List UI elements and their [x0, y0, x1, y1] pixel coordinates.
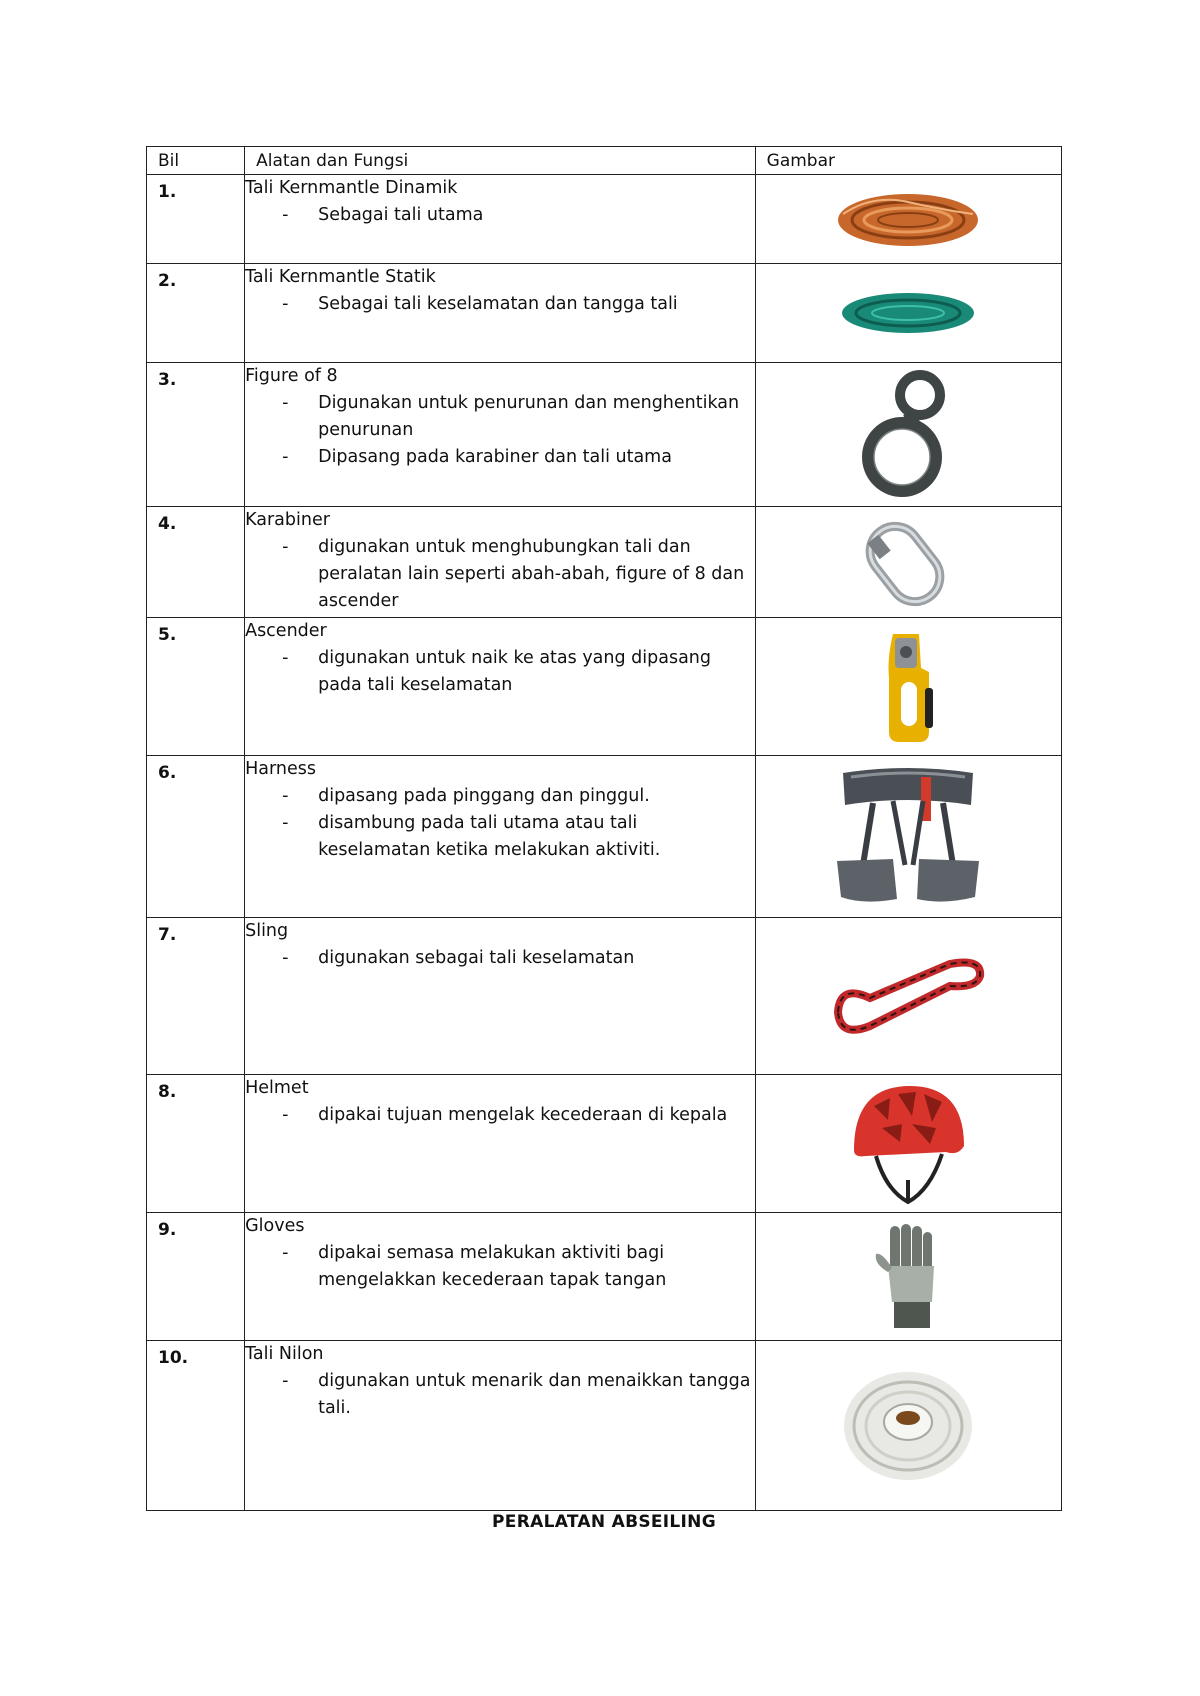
function-item: - digunakan untuk menarik dan menaikkan tangga tali. — [282, 1371, 751, 1418]
row-number: 10. — [158, 1348, 189, 1368]
equipment-name: Figure of 8 — [245, 366, 338, 386]
function-item: - Sebagai tali keselamatan dan tangga tali — [282, 294, 678, 314]
header-fungsi: Alatan dan Fungsi — [245, 147, 756, 175]
figure-of-8-icon — [858, 369, 958, 501]
table-row — [147, 1213, 1062, 1341]
harness-icon — [833, 765, 983, 909]
equipment-name: Tali Kernmantle Statik — [245, 267, 436, 287]
row-function-cell — [245, 264, 756, 363]
function-item: - Digunakan untuk penurunan dan menghentikan penurunan — [282, 393, 740, 440]
header-gambar: Gambar — [755, 147, 1061, 175]
row-function-cell — [245, 363, 756, 507]
row-number: 2. — [158, 271, 177, 291]
table-row — [147, 756, 1062, 918]
row-number: 5. — [158, 625, 177, 645]
row-image-cell — [755, 363, 1061, 507]
row-image-cell — [755, 1341, 1061, 1511]
helmet-icon — [846, 1080, 970, 1208]
equipment-name: Harness — [245, 759, 316, 779]
table-row — [147, 363, 1062, 507]
equipment-table — [146, 146, 1062, 1511]
function-item: - digunakan untuk menghubungkan tali dan peralatan lain seperti abah-abah, figure of 8 dan ascender — [282, 537, 745, 611]
function-item: - disambung pada tali utama atau tali keselamatan ketika melakukan aktiviti. — [282, 813, 661, 860]
row-function-cell — [245, 1213, 756, 1341]
equipment-name: Tali Nilon — [245, 1344, 324, 1364]
table-header-row — [147, 147, 1062, 175]
row-number: 9. — [158, 1220, 177, 1240]
carabiner-icon — [858, 515, 958, 609]
dynamic-rope-icon — [833, 184, 983, 254]
ascender-icon — [873, 628, 943, 746]
row-function-cell — [245, 1075, 756, 1213]
row-number: 1. — [158, 182, 177, 202]
table-row — [147, 175, 1062, 264]
row-function-cell — [245, 175, 756, 264]
function-item: - digunakan untuk naik ke atas yang dipasang pada tali keselamatan — [282, 648, 712, 695]
row-function-cell — [245, 618, 756, 756]
row-function-cell — [245, 507, 756, 618]
equipment-name: Ascender — [245, 621, 327, 641]
equipment-name: Gloves — [245, 1216, 305, 1236]
row-image-cell — [755, 756, 1061, 918]
row-image-cell — [755, 1075, 1061, 1213]
function-item: - dipasang pada pinggang dan pinggul. — [282, 786, 650, 806]
sling-icon — [830, 954, 986, 1038]
row-image-cell — [755, 264, 1061, 363]
row-number: 4. — [158, 514, 177, 534]
table-row — [147, 1341, 1062, 1511]
equipment-name: Karabiner — [245, 510, 330, 530]
nylon-rope-icon — [840, 1366, 976, 1486]
table-row — [147, 618, 1062, 756]
function-item: - dipakai tujuan mengelak kecederaan di kepala — [282, 1105, 728, 1125]
function-item: - Dipasang pada karabiner dan tali utama — [282, 447, 672, 467]
table-row — [147, 918, 1062, 1075]
row-number: 6. — [158, 763, 177, 783]
row-image-cell — [755, 618, 1061, 756]
row-number: 3. — [158, 370, 177, 390]
function-item: - Sebagai tali utama — [282, 205, 484, 225]
row-function-cell — [245, 756, 756, 918]
function-item: - digunakan sebagai tali keselamatan — [282, 948, 635, 968]
header-bil: Bil — [147, 147, 245, 175]
equipment-name: Helmet — [245, 1078, 309, 1098]
table-row — [147, 264, 1062, 363]
table-row — [147, 507, 1062, 618]
document-title: PERALATAN ABSEILING — [492, 1512, 716, 1532]
glove-icon — [872, 1222, 944, 1332]
static-rope-icon — [838, 287, 978, 339]
equipment-name: Tali Kernmantle Dinamik — [245, 178, 458, 198]
row-image-cell — [755, 175, 1061, 264]
row-image-cell — [755, 1213, 1061, 1341]
row-image-cell — [755, 918, 1061, 1075]
row-number: 8. — [158, 1082, 177, 1102]
row-image-cell — [755, 507, 1061, 618]
row-number: 7. — [158, 925, 177, 945]
function-item: - dipakai semasa melakukan aktiviti bagi mengelakkan kecederaan tapak tangan — [282, 1243, 667, 1290]
row-function-cell — [245, 918, 756, 1075]
equipment-name: Sling — [245, 921, 289, 941]
row-function-cell — [245, 1341, 756, 1511]
table-row — [147, 1075, 1062, 1213]
